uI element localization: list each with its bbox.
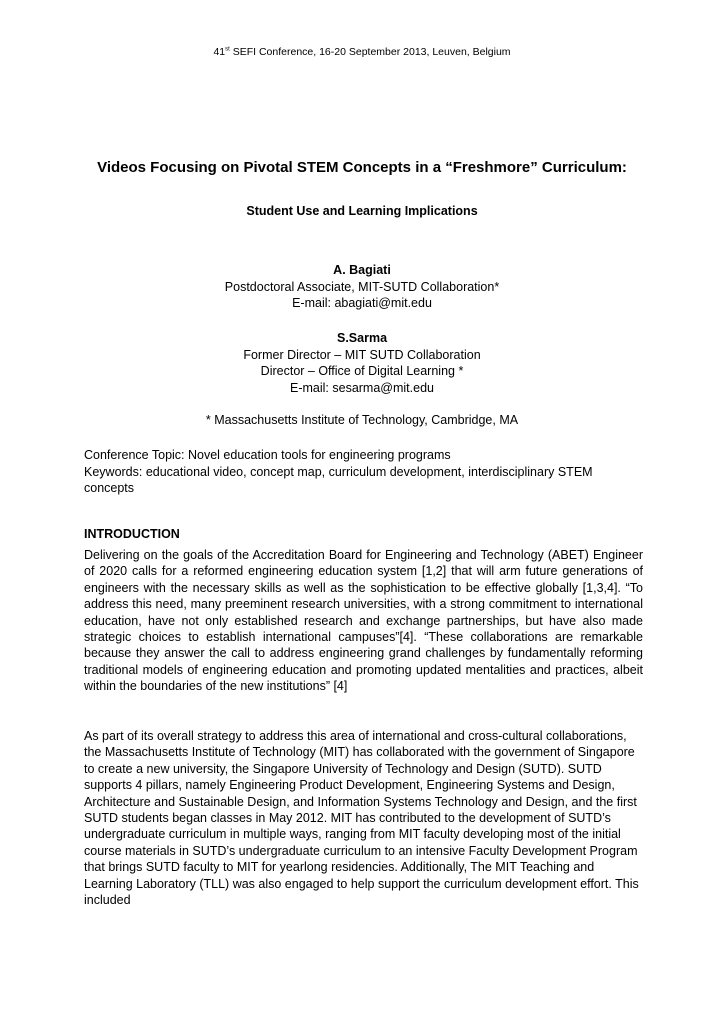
conference-ordinal-suffix: st	[225, 46, 230, 53]
author-block-2	[0, 330, 724, 396]
paper-meta	[84, 447, 644, 497]
conference-number: 41	[213, 46, 226, 58]
author-name: S.Sarma	[336, 331, 388, 345]
conference-topic: Conference Topic: Novel education tools for engineering programs	[84, 448, 451, 462]
section-heading-introduction: INTRODUCTION	[84, 527, 180, 541]
author-block-1	[0, 262, 724, 312]
author-position: Postdoctoral Associate, MIT-SUTD Collaboration*	[224, 279, 500, 294]
keywords: Keywords: educational video, concept map, curriculum development, interdisciplinary STEM concepts	[84, 464, 593, 495]
body-paragraph: As part of its overall strategy to address this area of international and cross-cultural collaborations, the Massachusetts Institute of Technology (MIT) has collaborated with the government of Singapore to create a new university, the Singapore University of Technology and Design (SUTD). SUTD supports 4 pillars, namely Engineering Product Development, Engineering Systems and Design, Architecture and Sustainable Design, and Information Systems Technology and Design, and the first SUTD students began classes in May 2012. MIT has contributed to the development of SUTD’s undergraduate curriculum in multiple ways, ranging from MIT faculty developing most of the initial course materials in SUTD’s undergraduate curriculum to an intensive Faculty Development Program that brings SUTD faculty to MIT for yearlong residencies. Additionally, The MIT Teaching and Learning Laboratory (TLL) was also engaged to help support the curriculum development effort. This included	[84, 729, 639, 908]
author-name: A. Bagiati	[333, 263, 391, 277]
conference-details: SEFI Conference, 16-20 September 2013, Leuven, Belgium	[229, 46, 511, 58]
author-email: E-mail: abagiati@mit.edu	[292, 296, 432, 310]
running-header	[0, 46, 724, 58]
author-position: Director – Office of Digital Learning *	[260, 364, 464, 378]
author-position: Former Director – MIT SUTD Collaboration	[243, 347, 481, 362]
affiliation-note: * Massachusetts Institute of Technology, Cambridge, MA	[205, 413, 519, 427]
body-paragraph: Delivering on the goals of the Accreditation Board for Engineering and Technology (ABET) Engineer of 2020 calls for a reformed engineering education system [1,2] that will arm future generations of engineers with the necessary skills as well as the sophistication to be effective globally [1,3,4]. “To address this need, many preeminent research universities, with a strong commitment to international education, have not only established research and exchange partnerships, but have also made strategic choices to establish international campuses”[4]. “These collaborations are remarkable because they answer the call to address engineering grand challenges by fundamentally reforming traditional models of engineering education and promoting updated mentalities and practices, albeit within the boundaries of the new institutions” [4]	[84, 548, 643, 694]
paper-subtitle: Student Use and Learning Implications	[246, 204, 478, 218]
author-email: E-mail: sesarma@mit.edu	[290, 380, 434, 395]
paper-title: Videos Focusing on Pivotal STEM Concepts in a “Freshmore” Curriculum:	[97, 159, 627, 176]
